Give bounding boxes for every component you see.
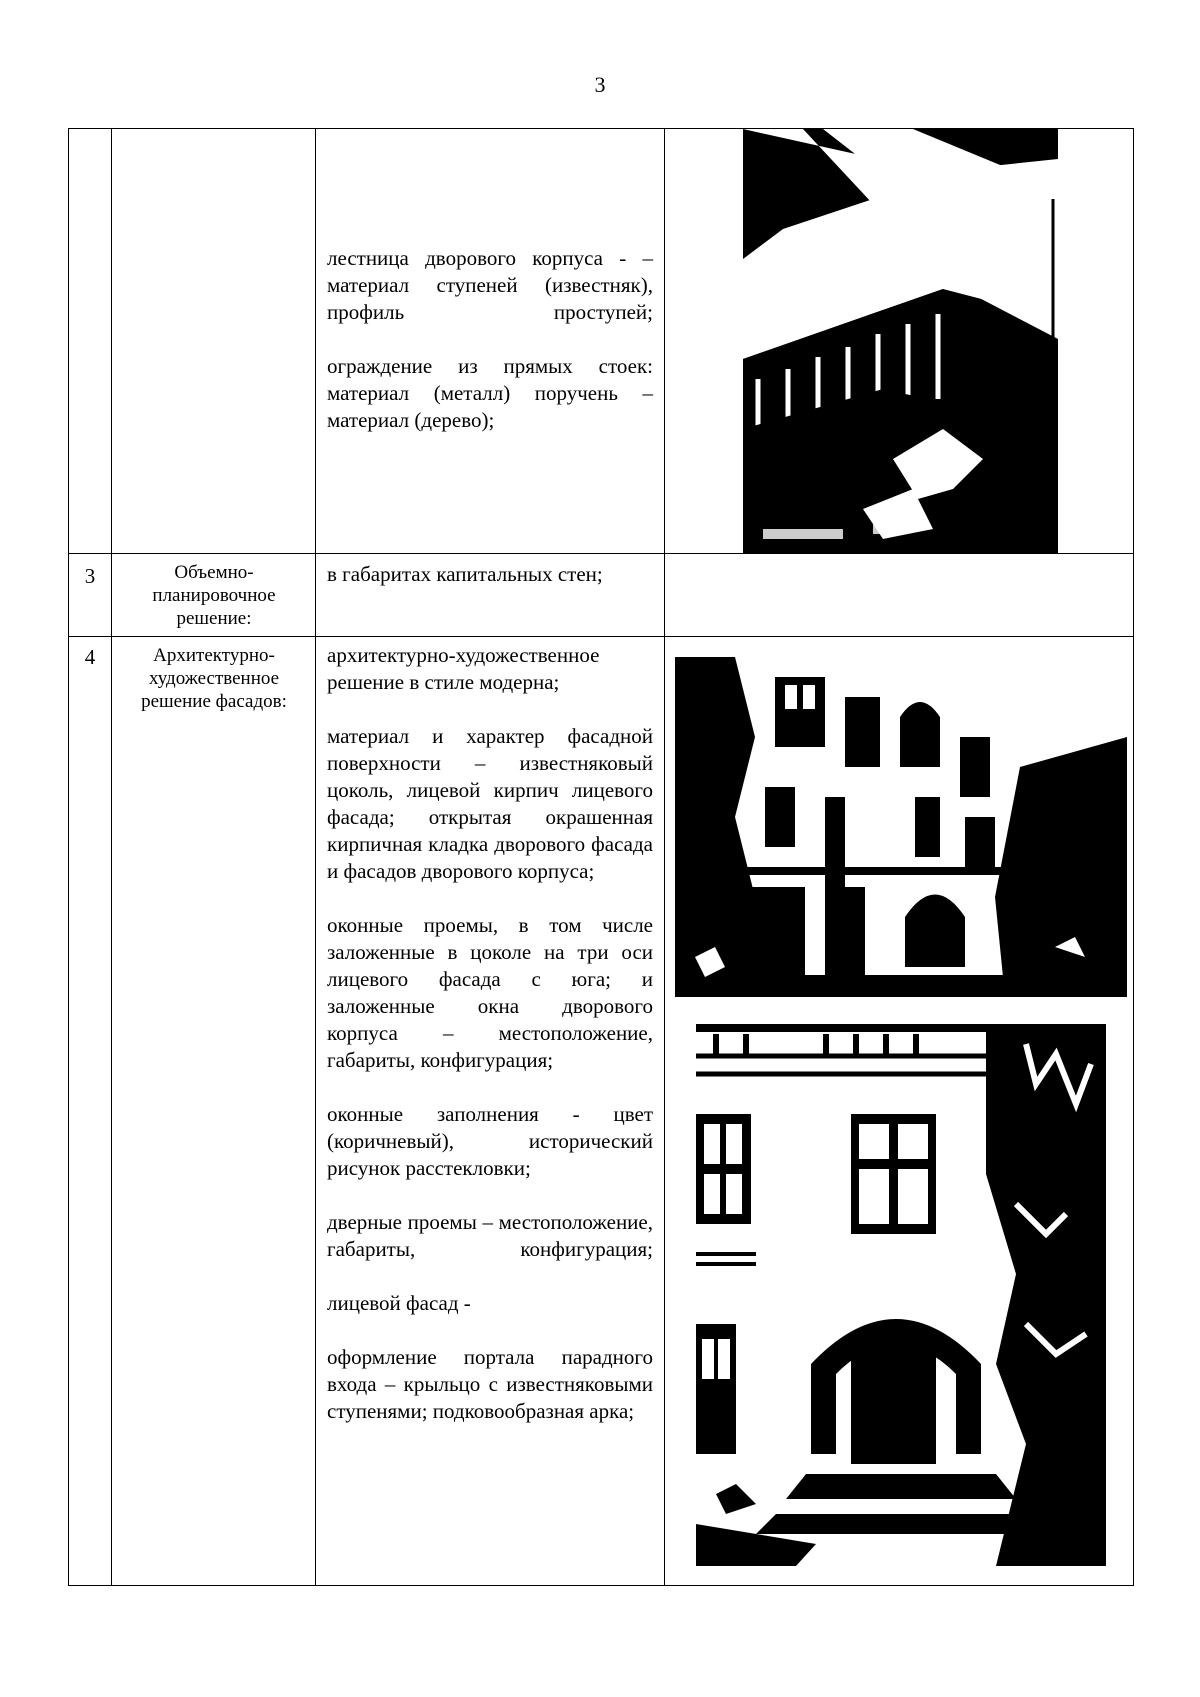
row-3-description xyxy=(327,642,653,1452)
page-number: 3 xyxy=(594,72,606,97)
description-paragraph: в габаритах капитальных стен; xyxy=(327,562,603,586)
row-2-description xyxy=(327,561,653,615)
row-1-description xyxy=(327,245,653,461)
row-divider xyxy=(69,553,1133,554)
description-paragraph: дверные проемы – местоположение, габариты, конфигурация; xyxy=(327,1210,653,1261)
facade-photo xyxy=(675,657,1127,997)
column-divider xyxy=(111,129,112,1585)
description-paragraph: лестница дворового корпуса - – материал ступеней (известняк), профиль проступей; xyxy=(327,246,653,324)
description-paragraph: оформление портала парадного входа – крыльцо с известняковыми ступенями; подковообразная арка; xyxy=(327,1345,653,1423)
courtyard-staircase-photo xyxy=(743,129,1058,553)
monument-table xyxy=(68,128,1134,1586)
description-paragraph: оконные заполнения - цвет (коричневый), исторический рисунок расстекловки; xyxy=(327,1102,653,1180)
row-2-number: 3 xyxy=(84,564,96,588)
row-3-name: Архитектурно-художественное решение фасадов: xyxy=(141,645,287,712)
column-divider xyxy=(664,129,665,1585)
entrance-portal-photo xyxy=(696,1024,1106,1566)
description-paragraph: материал и характер фасадной поверхности – известняковый цоколь, лицевой кирпич лицевого фасада; открытая окрашенная кирпичная кладка дворового фасада и фасадов дворового корпуса; xyxy=(327,724,653,883)
description-paragraph: лицевой фасад - xyxy=(327,1291,471,1315)
row-2-name: Объемно-планировочное решение: xyxy=(152,562,276,629)
column-divider xyxy=(315,129,316,1585)
row-3-number: 4 xyxy=(84,645,96,669)
description-paragraph: оконные проемы, в том числе заложенные в цоколе на три оси лицевого фасада с юга; и заложенные окна дворового корпуса – местоположение, габариты, конфигурация; xyxy=(327,913,653,1072)
row-divider xyxy=(69,636,1133,637)
description-paragraph: архитектурно-художественное решение в стиле модерна; xyxy=(327,643,600,694)
description-paragraph: ограждение из прямых стоек: материал (металл) поручень – материал (дерево); xyxy=(327,354,653,432)
